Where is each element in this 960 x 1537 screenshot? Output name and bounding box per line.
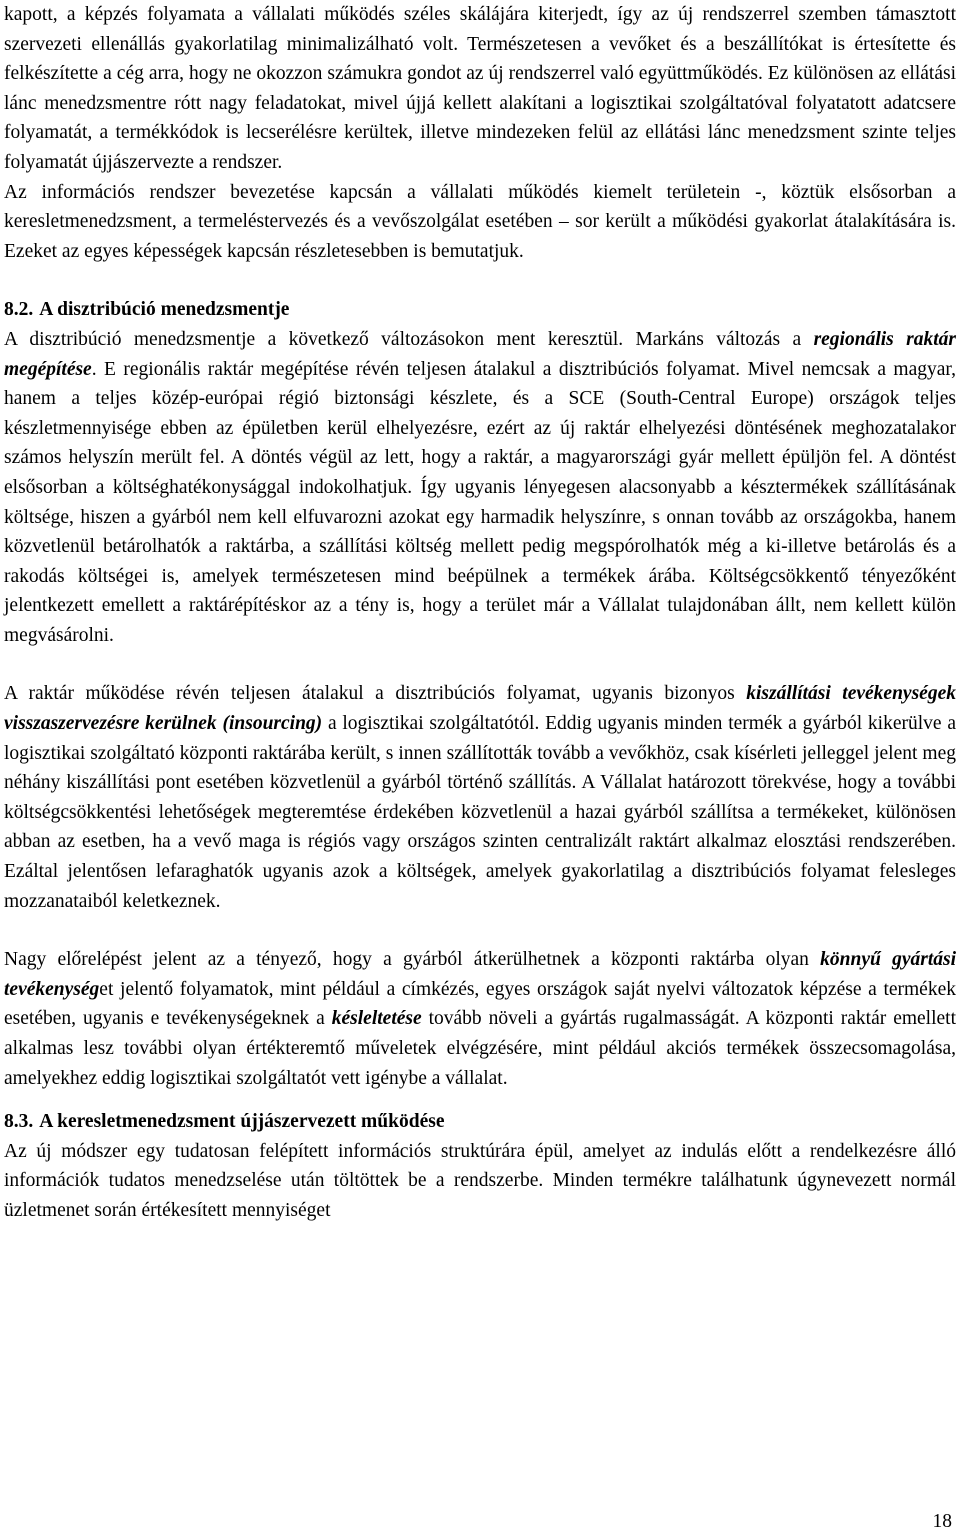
text-run: Nagy előrelépést jelent az a tényező, hogy a gyárból átkerülhetnek a központi raktárba olyan bbox=[4, 949, 821, 971]
emphasis-text: regionális raktár megépítése bbox=[4, 328, 956, 380]
intro-paragraph-2: Az információs rendszer bevezetése kapcsán a vállalati működés kiemelt területein -, köztük elsősorban a keresletmenedzsment, a termeléstervezés és a vevőszolgálat esetében – sor került a működési gyakorlat átalakítására is. Ezeket az egyes képességek kapcsán részletesebben is bemutatjuk. bbox=[4, 181, 956, 262]
section-number: 8.2. bbox=[4, 299, 34, 321]
text-run: . E regionális raktár megépítése révén teljesen átalakul a disztribúciós folyamat. Mivel nemcsak a magyar, hanem a teljes közép-európai régió biztonsági készlete, és a SCE (South-Central Europe) országok teljes készletmennyisége ebben az épületben kerül elhelyezésre, ezért az új raktár elhelyezési döntésének meghozatalakor számos helyszín merült fel. A döntés végül az lett, hogy a raktár, a magyarországi gyár mellett épüljön fel. A döntést elsősorban a költséghatékonysággal indokolhatjuk. Így ugyanis lényegesen alacsonyabb a késztermékek szállításának költsége, hiszen a gyárból nem kell elfuvarozni azokat egy harmadik helyszínre, s onnan tovább az országokba, hanem közvetlenül betárolhatók a raktárba, a szállítási költség mellett pedig megspórolhatók még a ki-illetve betárolás és a rakodás költségei is, amelyek természetesen mind beépülnek a termékek árába. Költségcsökkentő tényezőként jelentkezett emellett a raktárépítéskor az a tény is, hogy a terület már a Vállalat tulajdonában állt, nem kellett külön megvásárolni. bbox=[4, 358, 956, 646]
section-heading-8-3 bbox=[4, 1107, 956, 1137]
document-page bbox=[4, 0, 956, 1226]
emphasis-text: könnyű gyártási tevékenység bbox=[4, 949, 957, 1000]
section-title: A keresletmenedzsment újjászervezett működése bbox=[39, 1111, 445, 1133]
spacer bbox=[4, 916, 956, 945]
text-run: A raktár működése révén teljesen átalakul a disztribúciós folyamat, ugyanis bizonyos bbox=[4, 683, 747, 705]
spacer bbox=[4, 1093, 956, 1107]
intro-paragraph-1: kapott, a képzés folyamata a vállalati működés széles skálájára kiterjedt, így az új rendszerrel szemben támasztott szervezeti ellenállás gyakorlatilag minimalizálható volt. Természetesen a vevőket és a beszállítókat is értesítette és felkészítette a cég arra, hogy ne okozzon számukra gondot az új rendszerrel való együttműködés. Ez különösen az ellátási lánc menedzsmentre rótt nagy feladatokat, mivel újjá kellett alakítani a logisztikai szolgáltatóval folyatatott adatcsere folyamatát, a termékkódok is lecserélésre kerültek, illetve mindezeken felül az ellátási lánc menedzsment szinte teljes folyamatát újjászervezte a rendszer. bbox=[4, 4, 956, 173]
section-8-2-paragraph-3 bbox=[4, 945, 956, 1093]
section-heading-8-2 bbox=[4, 295, 956, 325]
emphasis-text: kiszállítási tevékenységek visszaszervezésre kerülnek (insourcing) bbox=[4, 683, 956, 735]
text-run: tovább növeli a gyártás rugalmasságát. A központi raktár emellett alkalmas lesz további olyan értékteremtő műveletek elvégzésére, mint például akciós termékek összecsomagolása, amelyekhez eddig logisztikai szolgáltatót vett igénybe a vállalat. bbox=[4, 1008, 956, 1089]
spacer bbox=[4, 266, 956, 295]
section-8-2-paragraph-1 bbox=[4, 325, 956, 651]
section-title: A disztribúció menedzsmentje bbox=[39, 299, 290, 321]
page-number: 18 bbox=[932, 1511, 952, 1532]
section-number: 8.3. bbox=[4, 1111, 34, 1133]
section-8-2-paragraph-2 bbox=[4, 679, 956, 916]
text-run: A disztribúció menedzsmentje a következő változásokon ment keresztül. Markáns változás a bbox=[4, 328, 814, 350]
text-run: et jelentő folyamatok, mint például a címkézés, egyes országok saját nyelvi változatok képzése a termékek esetében, ugyanis e tevékenységeknek a bbox=[4, 978, 956, 1030]
text-run: a logisztikai szolgáltatótól. Eddig ugyanis minden termék a gyárból kikerülve a logisztikai szolgáltató központi raktárába került, s innen szállították tovább a vevőkhöz, csak kísérleti jelleggel jelent meg néhány kiszállítási pont esetében közvetlenül a gyárból történő szállítás. A Vállalat határozott törekvése, hogy a további költségcsökkentési lehetőségek megteremtése érdekében közvetlenül a hazai gyárból szállítsa a termékeket, különösen abban az esetben, ha a vevő maga is régiós vagy országos szinten centralizált raktárt alkalmaz elosztási rendszerében. Ezáltal jelentősen lefaraghatók ugyanis azok a költségek, amelyek gyakorlatilag a disztribúciós folyamat felesleges mozzanataiból keletkeznek. bbox=[4, 713, 957, 912]
emphasis-text: késleltetése bbox=[331, 1008, 422, 1030]
spacer bbox=[4, 650, 956, 679]
section-8-3-paragraph-1: Az új módszer egy tudatosan felépített információs struktúrára épül, amelyet az indulás előtt a rendelkezésre álló információk tudatos menedzselése után töltöttek be a rendszerbe. Minden termékre találhatunk úgynevezett normál üzletmenet során értékesített mennyiséget bbox=[4, 1140, 956, 1221]
